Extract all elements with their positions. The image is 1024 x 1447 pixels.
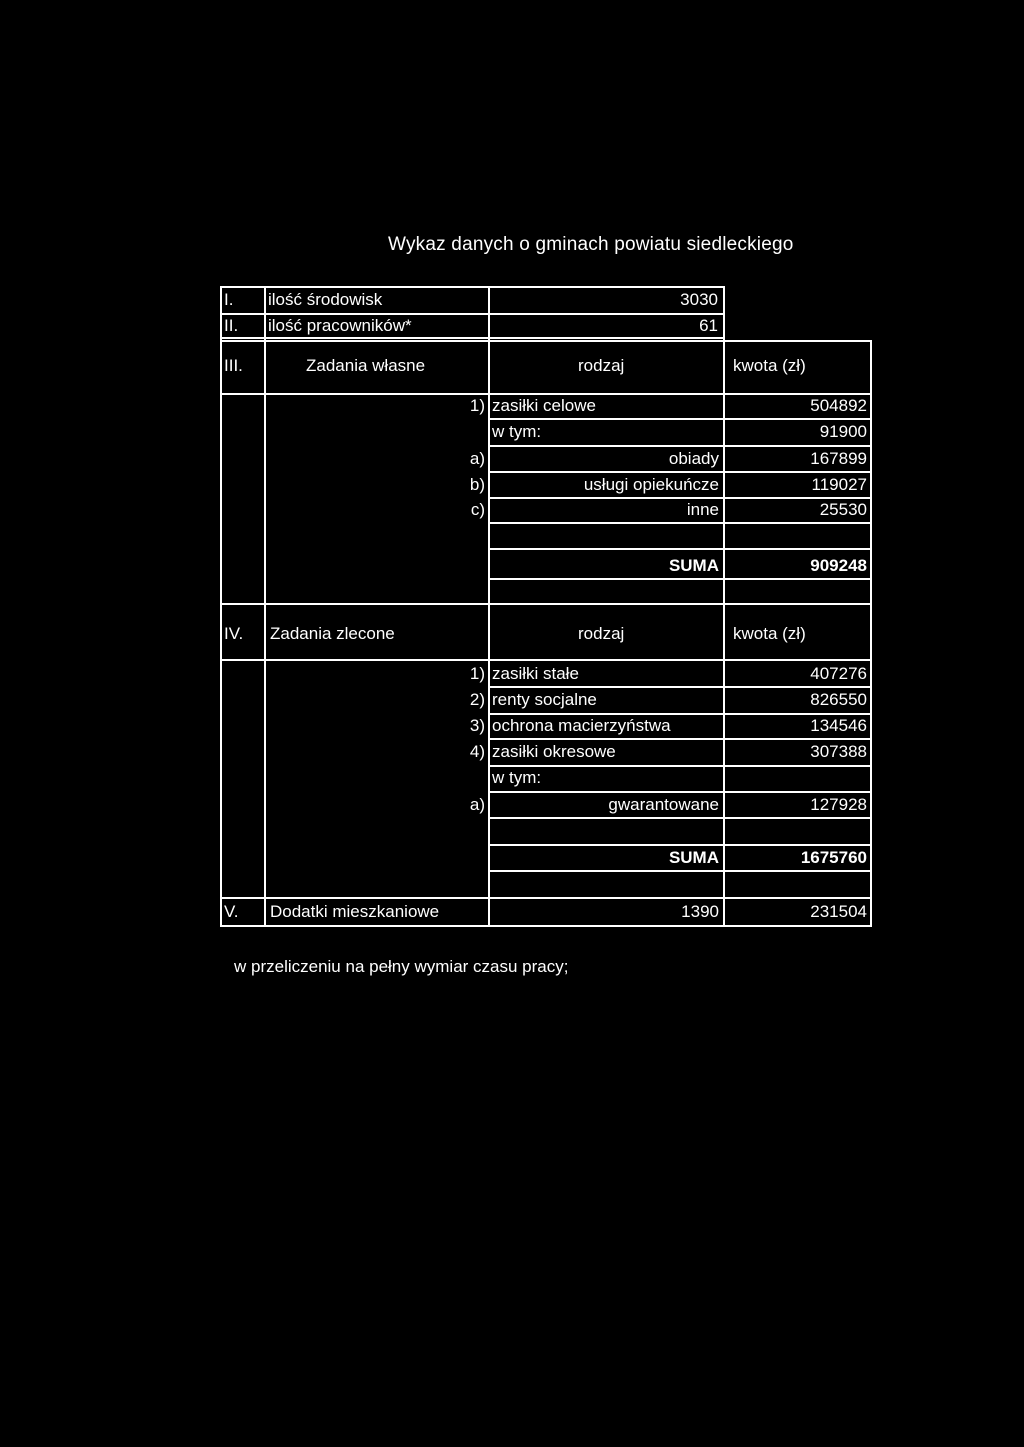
- section-ii-value: 61: [699, 316, 718, 335]
- section-iii-sum-value: 909248: [810, 556, 867, 575]
- section-i-value: 3030: [680, 290, 718, 309]
- row-name: usługi opiekuńcze: [583, 475, 719, 494]
- row-amount: 127928: [810, 795, 867, 814]
- row-name: renty socjalne: [492, 690, 597, 709]
- row-index: 1): [469, 664, 485, 683]
- section-iv-sum-value: 1675760: [800, 848, 867, 867]
- section-iv-label: Zadania zlecone: [270, 624, 395, 643]
- row-name: inne: [686, 500, 719, 519]
- row-amount: 307388: [810, 742, 867, 761]
- row-amount: 25530: [819, 500, 867, 519]
- row-amount: 826550: [810, 690, 867, 709]
- section-iii-number: III.: [224, 356, 243, 375]
- section-v-label: Dodatki mieszkaniowe: [270, 902, 440, 921]
- section-iii-col-kwota: kwota (zł): [733, 356, 806, 375]
- row-name: w tym:: [492, 768, 542, 787]
- row-amount: 134546: [810, 716, 867, 735]
- row-amount: 504892: [810, 396, 867, 415]
- row-name: zasiłki celowe: [492, 396, 596, 415]
- section-ii-number: II.: [224, 316, 239, 335]
- row-name: obiady: [668, 449, 719, 468]
- footnote: w przeliczeniu na pełny wymiar czasu pracy;: [234, 957, 569, 976]
- row-name: gwarantowane: [608, 795, 719, 814]
- document-title: Wykaz danych o gminach powiatu siedleckiego: [388, 234, 794, 255]
- section-iii-label: Zadania własne: [306, 356, 426, 375]
- section-iii-col-rodzaj: rodzaj: [578, 356, 625, 375]
- section-iii-sum-label: SUMA: [668, 556, 719, 575]
- row-amount: 167899: [810, 449, 867, 468]
- section-v-number: V.: [224, 902, 239, 921]
- row-index: 2): [469, 690, 485, 709]
- row-name: zasiłki okresowe: [492, 742, 616, 761]
- row-index: 4): [469, 742, 485, 761]
- row-name: w tym:: [492, 422, 542, 441]
- row-amount: 91900: [819, 422, 867, 441]
- row-index: a): [469, 449, 485, 468]
- row-index: 3): [469, 716, 485, 735]
- section-v-count: 1390: [681, 902, 719, 921]
- row-name: zasiłki stałe: [492, 664, 579, 683]
- row-amount: 119027: [811, 475, 867, 494]
- row-index: a): [469, 795, 485, 814]
- section-iv-col-rodzaj: rodzaj: [578, 624, 625, 643]
- section-iv-col-kwota: kwota (zł): [733, 624, 806, 643]
- section-iv-sum-label: SUMA: [668, 848, 719, 867]
- row-name: ochrona macierzyństwa: [492, 716, 671, 735]
- row-index: b): [469, 475, 485, 494]
- section-v-amount: 231504: [810, 902, 867, 921]
- row-index: 1): [469, 396, 485, 415]
- section-i-label: ilość środowisk: [268, 290, 383, 309]
- row-index: c): [470, 500, 485, 519]
- section-i-number: I.: [224, 290, 234, 309]
- section-ii-label: ilość pracowników*: [268, 316, 412, 335]
- section-iv-number: IV.: [224, 624, 244, 643]
- row-amount: 407276: [810, 664, 867, 683]
